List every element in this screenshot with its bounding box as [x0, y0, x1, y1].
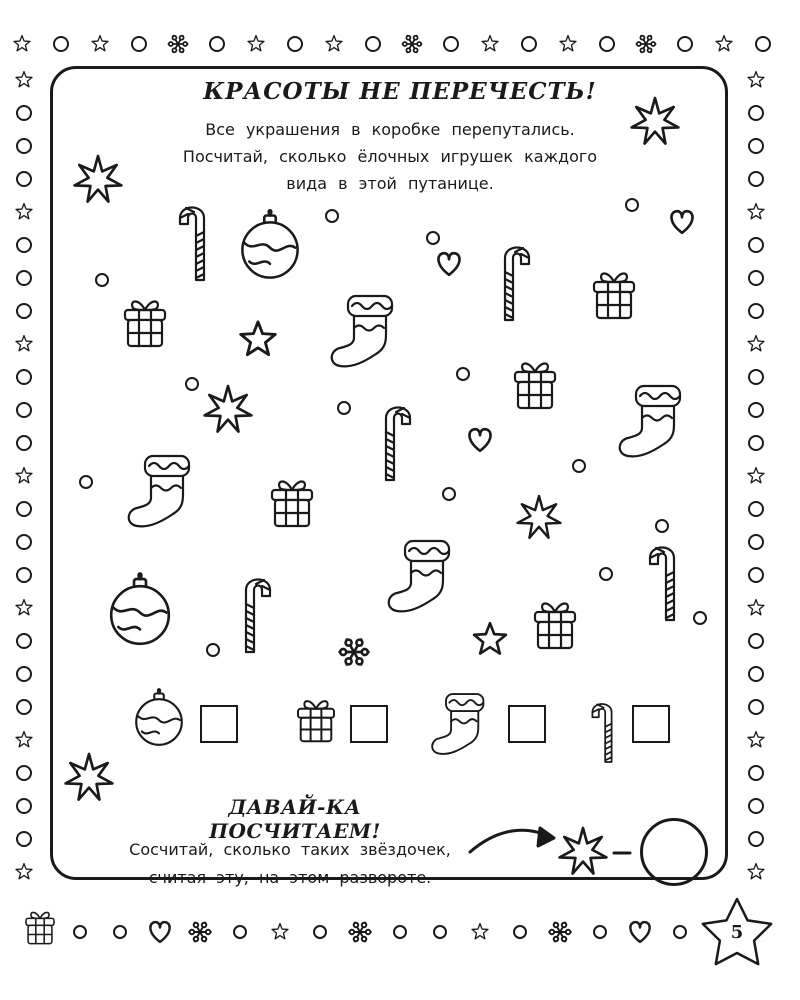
stocking-icon: [129, 456, 189, 526]
ornament-ball-icon: [242, 210, 297, 277]
dot-icon: [186, 378, 198, 390]
gift-box-icon: [594, 274, 634, 319]
ornament-ball-icon: [111, 574, 169, 644]
heart-icon: [671, 211, 692, 233]
candy-cane-icon: [386, 408, 410, 481]
burst-star-icon: [66, 754, 113, 800]
stocking-icon: [332, 296, 392, 366]
dot-icon: [573, 460, 585, 472]
candy-cane-icon: [505, 248, 529, 321]
gift-box-icon: [515, 364, 555, 409]
dot-icon: [694, 612, 706, 624]
dot-icon: [326, 210, 338, 222]
stocking-icon: [432, 694, 483, 754]
bottom-line: считая эту, на этом развороте.: [148, 868, 432, 887]
dot-icon: [656, 520, 668, 532]
dot-icon: [443, 488, 455, 500]
burst-star-icon: [205, 386, 252, 432]
dot-icon: [207, 644, 219, 656]
gift-box-icon: [298, 701, 334, 741]
star-icon: [474, 623, 506, 653]
candy-cane-icon: [180, 208, 204, 281]
burst-star-icon: [632, 98, 679, 144]
burst-star-icon: [75, 156, 122, 202]
star-count-instructions: [105, 836, 475, 892]
page-number: 5: [730, 922, 744, 943]
dot-icon: [457, 368, 469, 380]
stocking-icon: [620, 386, 680, 456]
heart-icon: [438, 253, 459, 275]
answer-box-candy-canes[interactable]: [632, 705, 670, 743]
burst-star-icon: [560, 828, 607, 874]
dot-icon: [96, 274, 108, 286]
dot-icon: [80, 476, 92, 488]
dot-icon: [600, 568, 612, 580]
candy-cane-icon: [592, 704, 611, 762]
gift-box-icon: [535, 604, 575, 649]
stocking-icon: [389, 541, 449, 611]
page-title: КРАСОТЫ НЕ ПЕРЕЧЕСТЬ!: [203, 78, 597, 105]
instruction-line: Все украшения в коробке перепутались.: [205, 120, 575, 139]
candy-cane-icon: [246, 580, 270, 653]
gift-box-icon: [125, 302, 165, 347]
instruction-line: Посчитай, сколько ёлочных игрушек каждого: [182, 147, 598, 166]
answer-box-stockings[interactable]: [508, 705, 546, 743]
dot-icon: [427, 232, 439, 244]
section-subtitle: ДАВАЙ-КА ПОСЧИТАЕМ!: [209, 795, 381, 843]
star-count-answer-circle[interactable]: [640, 818, 708, 886]
burst-star-icon: [518, 496, 561, 538]
ornament-ball-icon: [136, 689, 182, 745]
dot-icon: [338, 402, 350, 414]
bottom-line: Сосчитай, сколько таких звёздочек,: [129, 840, 451, 859]
star-icon: [241, 322, 276, 355]
instruction-line: вида в этой путанице.: [286, 174, 494, 193]
answer-box-gifts[interactable]: [350, 705, 388, 743]
candy-cane-icon: [650, 548, 674, 621]
answer-box-ornaments[interactable]: [200, 705, 238, 743]
snowflake-icon: [340, 640, 369, 665]
heart-icon: [469, 429, 490, 451]
gift-box-icon: [272, 482, 312, 527]
dot-icon: [626, 199, 638, 211]
arrow-icon: [470, 828, 554, 852]
